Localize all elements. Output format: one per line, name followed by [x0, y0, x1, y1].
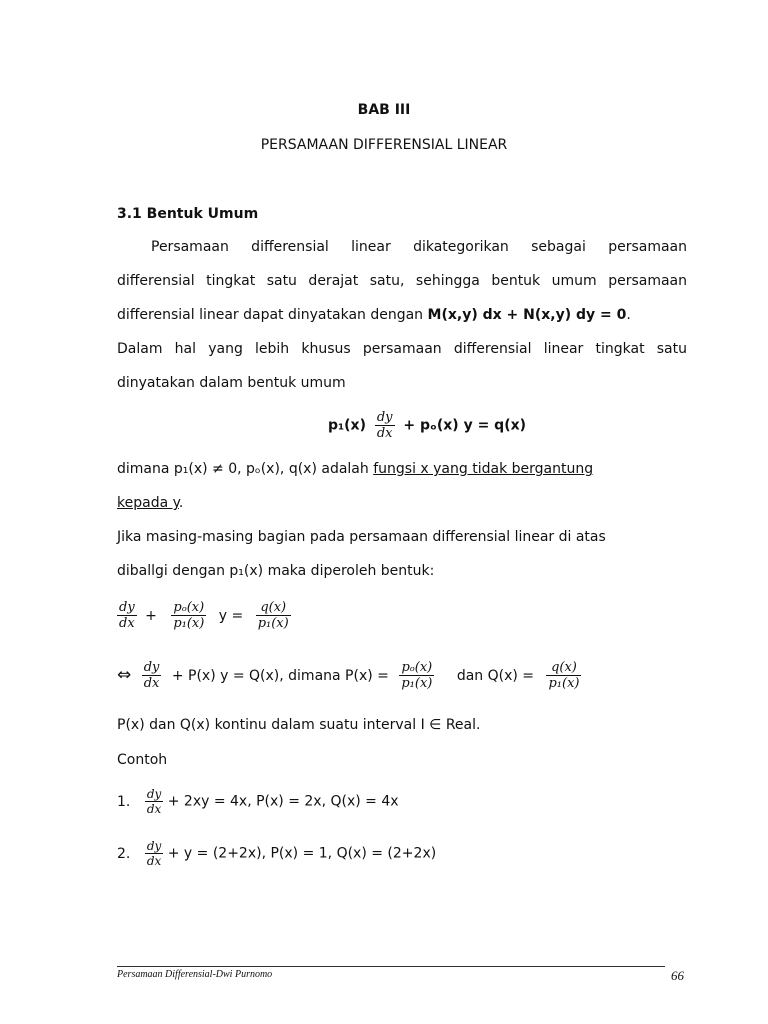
example-item: [117, 787, 399, 816]
para1-line5: dinyatakan dalam bentuk umum: [117, 375, 346, 391]
eq1-coefficient: p₁(x): [328, 417, 366, 434]
example-derivative: [145, 787, 163, 816]
eq1-den: dx: [376, 426, 393, 441]
page-number: 66: [671, 968, 684, 983]
equation-divided: [117, 600, 291, 631]
para1-line1: Persamaan differensial linear dikategorikan sebagai persamaan: [151, 239, 687, 255]
eq2-plus: +: [145, 607, 157, 624]
eq1-num: dy: [376, 410, 393, 425]
eq2-f1-num: dy: [119, 600, 135, 615]
equation-general-linear: [328, 410, 526, 441]
para1-line3-text: differensial linear dapat dinyatakan dengan: [117, 307, 428, 323]
eq2-f2-num: pₒ(x): [171, 600, 206, 616]
example-den: dx: [146, 802, 162, 816]
chapter-title: PERSAMAAN DIFFERENSIAL LINEAR: [260, 137, 508, 153]
chapter-label: BAB III: [357, 102, 411, 118]
para2-line1: Jika masing-masing bagian pada persamaan differensial linear di atas: [117, 529, 606, 545]
eq3-q-ratio: [546, 660, 581, 691]
footer-text: Persamaan Differensial-Dwi Purnomo: [117, 969, 273, 980]
dimana-underlined: fungsi x yang tidak bergantung: [373, 461, 594, 477]
dimana-line1: [117, 461, 593, 477]
example-label: Contoh: [117, 752, 168, 768]
eq2-f3-num: q(x): [256, 600, 291, 616]
eq3-f2-num: pₒ(x): [399, 660, 434, 676]
iff-symbol: ⇔: [117, 664, 132, 685]
dimana-underlined-2: kepada y: [117, 495, 179, 511]
example-text: + y = (2+2x), P(x) = 1, Q(x) = (2+2x): [167, 845, 437, 862]
dimana-text: dimana p₁(x) ≠ 0, pₒ(x), q(x) adalah: [117, 461, 374, 477]
dimana-end: .: [178, 495, 184, 511]
example-den: dx: [146, 854, 162, 868]
para1-line4: Dalam hal yang lebih khusus persamaan differensial linear tingkat satu: [117, 341, 687, 357]
example-number: 2.: [117, 845, 131, 862]
section-heading: 3.1 Bentuk Umum: [117, 206, 259, 222]
example-number: 1.: [117, 793, 131, 810]
general-form-equation: M(x,y) dx + N(x,y) dy = 0: [427, 307, 627, 323]
para1-line3-end: .: [626, 307, 631, 323]
eq3-mid: + P(x) y = Q(x), dimana P(x) =: [171, 667, 389, 684]
eq3-f3-den: p₁(x): [548, 676, 580, 691]
example-text: + 2xy = 4x, P(x) = 2x, Q(x) = 4x: [167, 793, 399, 810]
eq2-p-ratio: [171, 600, 206, 631]
example-derivative: [145, 839, 163, 868]
eq3-f2-den: p₁(x): [401, 676, 433, 691]
eq2-f2-den: p₁(x): [173, 616, 205, 631]
para2-line2: diballgi dengan p₁(x) maka diperoleh bentuk:: [117, 563, 435, 579]
dimana-line2: [117, 495, 183, 511]
eq2-q-ratio: [256, 600, 291, 631]
eq2-f3-den: p₁(x): [257, 616, 289, 631]
equation-pq-form: [117, 660, 581, 691]
para1-line3: [117, 307, 631, 323]
continuity-statement: P(x) dan Q(x) kontinu dalam suatu interval I ∈ Real.: [117, 717, 481, 733]
eq1-rest: + pₒ(x) y = q(x): [403, 417, 527, 434]
eq3-derivative: [142, 660, 162, 691]
eq3-f1-den: dx: [143, 676, 160, 691]
eq2-mid: y =: [218, 607, 244, 624]
eq3-mid2: dan Q(x) =: [456, 667, 535, 684]
eq3-p-ratio: [399, 660, 434, 691]
example-num: dy: [146, 839, 162, 853]
footer-rule: [117, 966, 665, 967]
eq3-f3-num: q(x): [546, 660, 581, 676]
eq2-f1-den: dx: [119, 616, 135, 631]
eq1-derivative: [375, 410, 395, 441]
example-item: [117, 839, 436, 868]
eq2-derivative: [117, 600, 137, 631]
eq3-f1-num: dy: [143, 660, 160, 675]
example-num: dy: [146, 787, 162, 801]
para1-line2: differensial tingkat satu derajat satu, sehingga bentuk umum persamaan: [117, 273, 687, 289]
